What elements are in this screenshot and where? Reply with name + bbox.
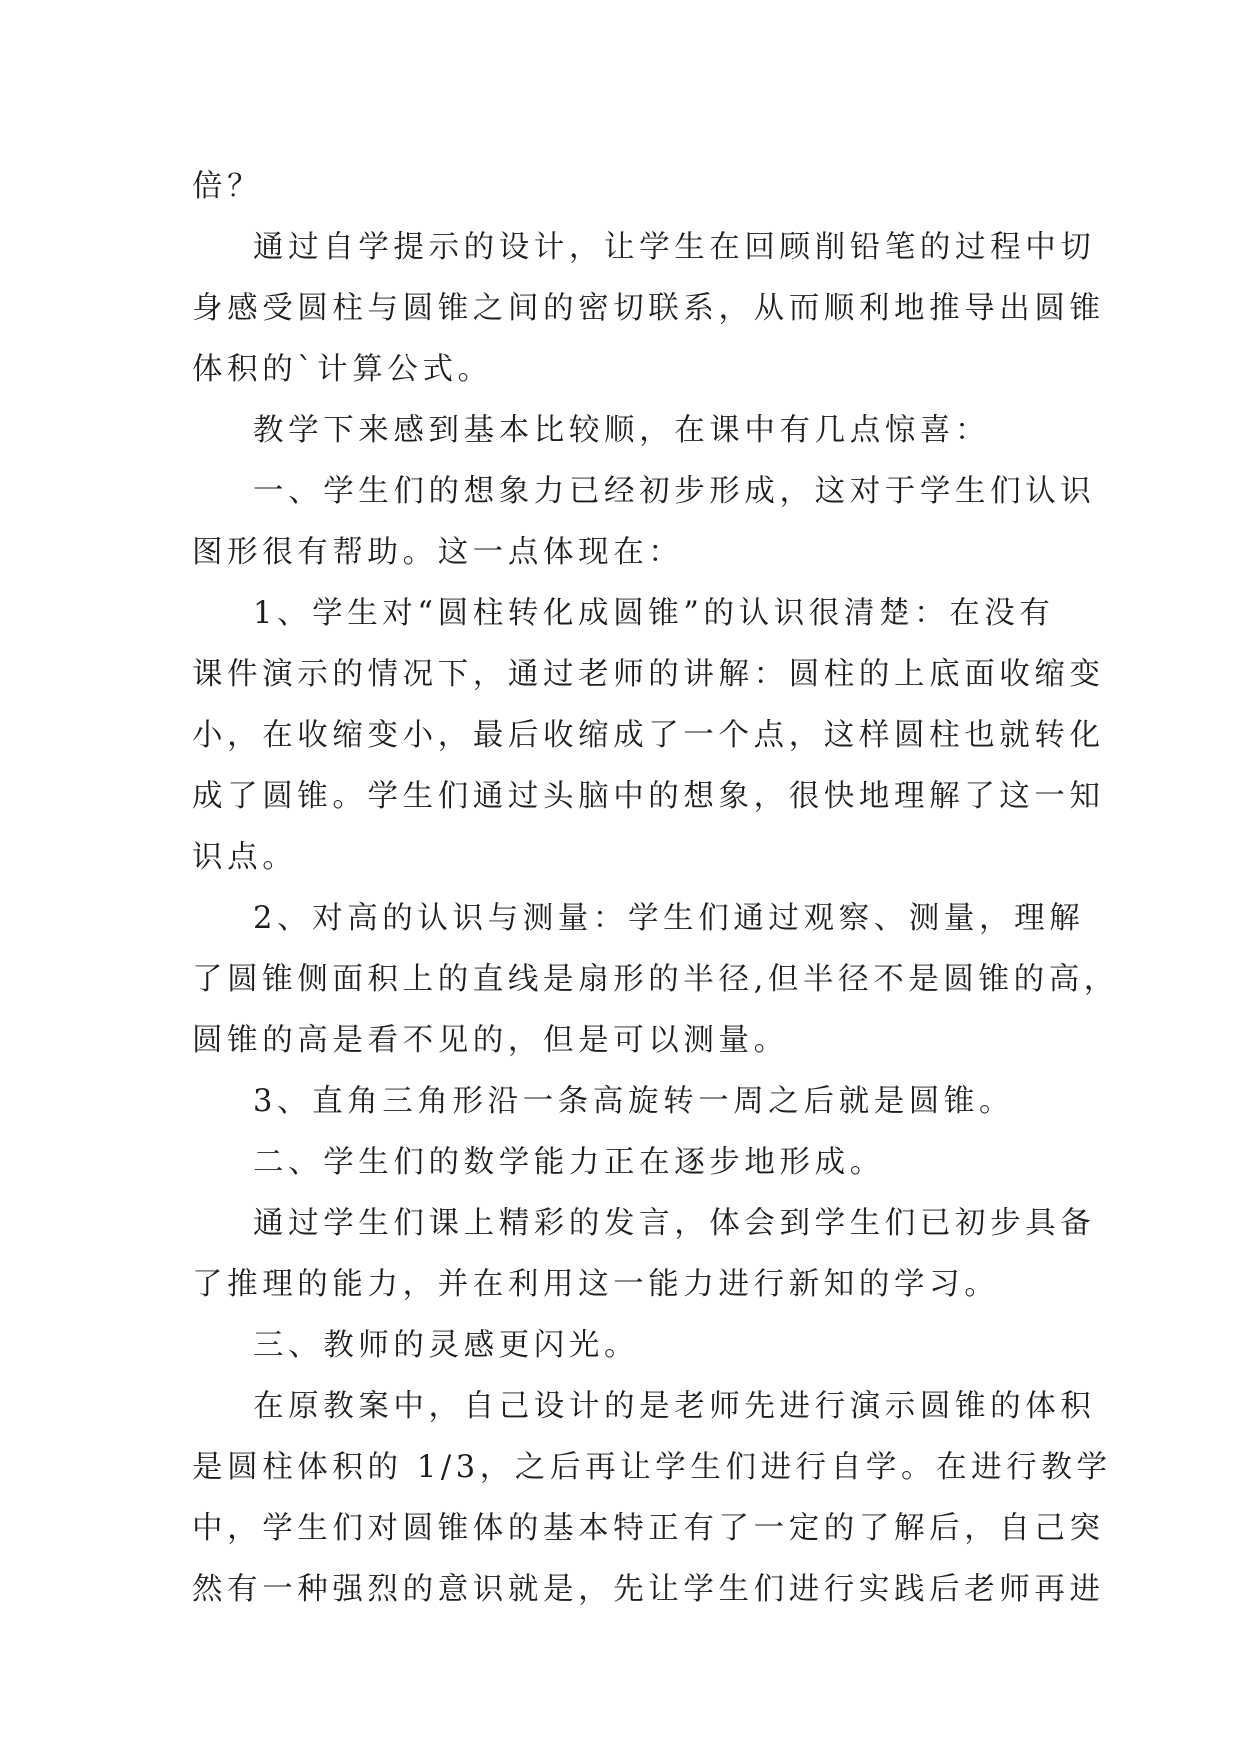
text-line: 小，在收缩变小，最后收缩成了一个点，这样圆柱也就转化 xyxy=(192,718,1105,753)
text-line: 识点。 xyxy=(192,840,298,875)
text-line: 通过学生们课上精彩的发言，体会到学生们已初步具备 xyxy=(253,1206,1096,1241)
text-line: 3、直角三角形沿一条高旋转一周之后就是圆锥。 xyxy=(253,1084,1015,1119)
text-line: 图形很有帮助。这一点体现在： xyxy=(192,535,684,570)
text-line: 2、对高的认识与测量：学生们通过观察、测量，理解 xyxy=(253,901,1085,936)
text-line: 在原教案中，自己设计的是老师先进行演示圆锥的体积 xyxy=(253,1389,1096,1424)
text-line: 倍？ xyxy=(192,169,263,204)
text-line: 是圆柱体积的 1/3，之后再让学生们进行自学。在进行教学 xyxy=(192,1450,1112,1485)
text-line: 二、学生们的数学能力正在逐步地形成。 xyxy=(253,1145,885,1180)
text-line: 了推理的能力，并在利用这一能力进行新知的学习。 xyxy=(192,1267,1000,1302)
text-line: 体积的`计算公式。 xyxy=(192,352,493,387)
text-line: 中，学生们对圆锥体的基本特正有了一定的了解后，自己突 xyxy=(192,1511,1105,1546)
text-line: 教学下来感到基本比较顺，在课中有几点惊喜： xyxy=(253,413,991,448)
text-line: 课件演示的情况下，通过老师的讲解：圆柱的上底面收缩变 xyxy=(192,657,1105,692)
text-line: 三、教师的灵感更闪光。 xyxy=(253,1328,640,1363)
document-body xyxy=(192,156,1119,1620)
text-line: 然有一种强烈的意识就是，先让学生们进行实践后老师再进 xyxy=(192,1572,1105,1607)
text-line: 了圆锥侧面积上的直线是扇形的半径,但半径不是圆锥的高， xyxy=(192,962,1119,997)
text-line: 身感受圆柱与圆锥之间的密切联系，从而顺利地推导出圆锥 xyxy=(192,291,1105,326)
text-line: 圆锥的高是看不见的，但是可以测量。 xyxy=(192,1023,789,1058)
text-line: 通过自学提示的设计，让学生在回顾削铅笔的过程中切 xyxy=(253,230,1096,265)
text-line: 成了圆锥。学生们通过头脑中的想象，很快地理解了这一知 xyxy=(192,779,1105,814)
text-line: 一、学生们的想象力已经初步形成，这对于学生们认识 xyxy=(253,474,1096,509)
text-line: 1、学生对“圆柱转化成圆锥”的认识很清楚：在没有 xyxy=(253,596,1055,631)
